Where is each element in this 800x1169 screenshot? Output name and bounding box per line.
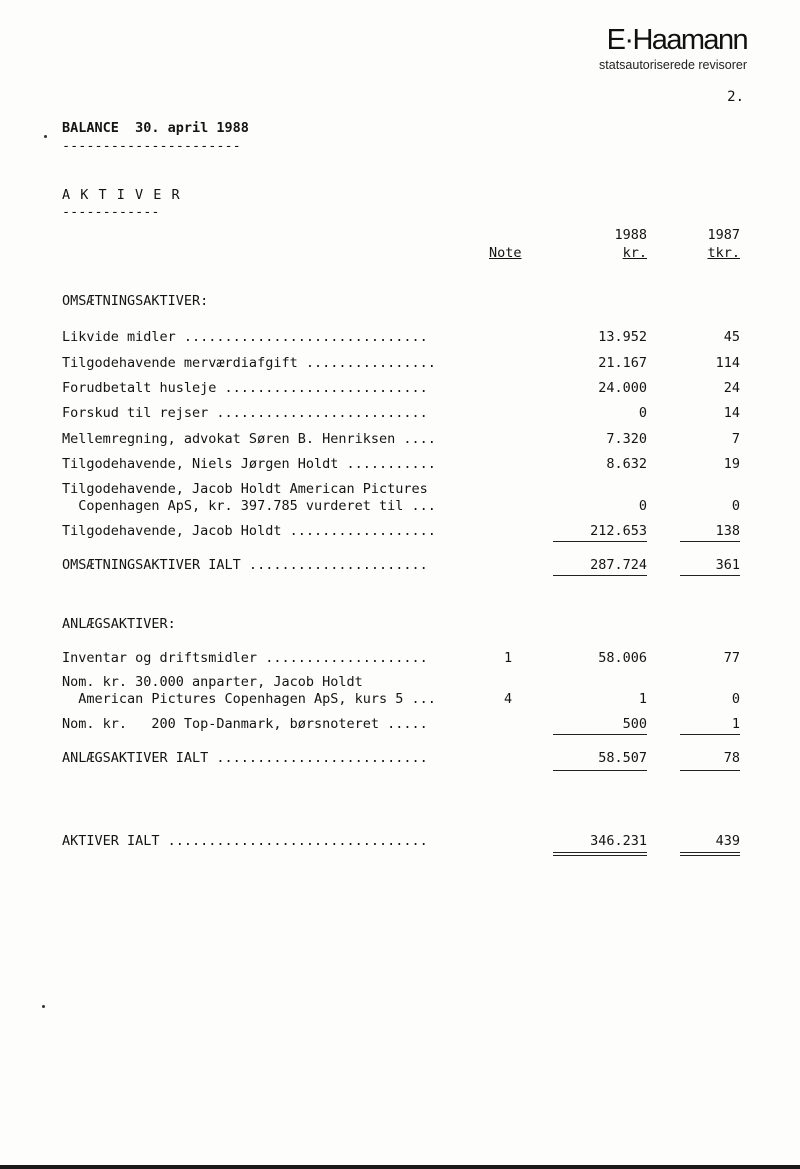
row-label: Tilgodehavende, Jacob Holdt American Pictures (62, 481, 428, 497)
value-1988: 7.320 (606, 431, 647, 447)
scan-edge (0, 1165, 800, 1169)
row-label: Tilgodehavende, Niels Jørgen Holdt ........... (62, 456, 436, 472)
value-1987: 14 (723, 405, 740, 421)
value-1988: 212.653 (590, 523, 647, 539)
row-label: Tilgodehavende, Jacob Holdt .................. (62, 523, 436, 539)
total-rule-1988 (553, 575, 647, 576)
row-label: Nom. kr. 200 Top-Danmark, børsnoteret ..... (62, 716, 428, 732)
grand-total-rule-1987 (680, 852, 740, 853)
total-rule-1988 (553, 770, 647, 771)
value-1987: 138 (715, 523, 740, 539)
total-1988: 58.507 (598, 750, 647, 766)
row-label: Nom. kr. 30.000 anparter, Jacob Holdt (62, 674, 363, 690)
total-1987: 78 (723, 750, 740, 766)
col-header-1987-unit: tkr. (707, 245, 740, 261)
grand-total-rule-1988-second (553, 855, 647, 856)
grand-total-rule-1987-second (680, 855, 740, 856)
col-header-note: Note (489, 245, 522, 261)
value-1987: 24 (723, 380, 740, 396)
subtotal-rule-1988 (553, 541, 647, 542)
page-number: 2. (727, 89, 744, 105)
value-1988: 500 (622, 716, 647, 732)
value-1987: 114 (715, 355, 740, 371)
subtotal-rule-1987 (680, 734, 740, 735)
value-1988: 0 (638, 498, 647, 514)
value-1988: 24.000 (598, 380, 647, 396)
row-label: Inventar og driftsmidler .................... (62, 650, 428, 666)
total-rule-1987 (680, 770, 740, 771)
total-1987: 361 (715, 557, 740, 573)
note-ref: 1 (504, 650, 513, 666)
title-underline: ---------------------- (62, 138, 241, 154)
value-1987: 7 (731, 431, 740, 447)
section-underline: ------------ (62, 204, 160, 220)
value-1987: 0 (731, 498, 740, 514)
subtotal-rule-1988 (553, 734, 647, 735)
row-label: Mellemregning, advokat Søren B. Henriksen .... (62, 431, 436, 447)
value-1987: 0 (731, 691, 740, 707)
value-1987: 77 (723, 650, 740, 666)
value-1988: 58.006 (598, 650, 647, 666)
row-label-total: OMSÆTNINGSAKTIVER IALT ...................... (62, 557, 428, 573)
row-label-continued: Copenhagen ApS, kr. 397.785 vurderet til ... (62, 498, 436, 514)
punch-mark (42, 1005, 45, 1008)
group-heading-current: OMSÆTNINGSAKTIVER: (62, 293, 209, 309)
value-1987: 1 (731, 716, 740, 732)
value-1988: 8.632 (606, 456, 647, 472)
col-header-1988-unit: kr. (622, 245, 647, 261)
company-tagline: statsautoriserede revisorer (599, 58, 747, 72)
value-1988: 13.952 (598, 329, 647, 345)
page-title: BALANCE 30. april 1988 (62, 120, 249, 136)
row-label: Tilgodehavende merværdiafgift ................ (62, 355, 436, 371)
value-1988: 0 (638, 405, 647, 421)
company-logo: E·Haamann (606, 24, 747, 56)
grand-total-1988: 346.231 (590, 833, 647, 849)
row-label-total: ANLÆGSAKTIVER IALT .......................... (62, 750, 428, 766)
row-label-continued: American Pictures Copenhagen ApS, kurs 5 ... (62, 691, 436, 707)
value-1987: 45 (723, 329, 740, 345)
punch-mark (44, 135, 47, 138)
grand-total-1987: 439 (715, 833, 740, 849)
total-rule-1987 (680, 575, 740, 576)
value-1988: 1 (638, 691, 647, 707)
section-heading: A K T I V E R (62, 187, 181, 203)
row-label: Forskud til rejser .......................... (62, 405, 428, 421)
row-label-grand-total: AKTIVER IALT ................................ (62, 833, 428, 849)
total-1988: 287.724 (590, 557, 647, 573)
row-label: Likvide midler .............................. (62, 329, 428, 345)
col-header-1987-year: 1987 (707, 227, 740, 243)
note-ref: 4 (504, 691, 513, 707)
col-header-1988-year: 1988 (614, 227, 647, 243)
value-1987: 19 (723, 456, 740, 472)
value-1988: 21.167 (598, 355, 647, 371)
grand-total-rule-1988 (553, 852, 647, 853)
group-heading-fixed: ANLÆGSAKTIVER: (62, 616, 176, 632)
row-label: Forudbetalt husleje ......................... (62, 380, 428, 396)
subtotal-rule-1987 (680, 541, 740, 542)
